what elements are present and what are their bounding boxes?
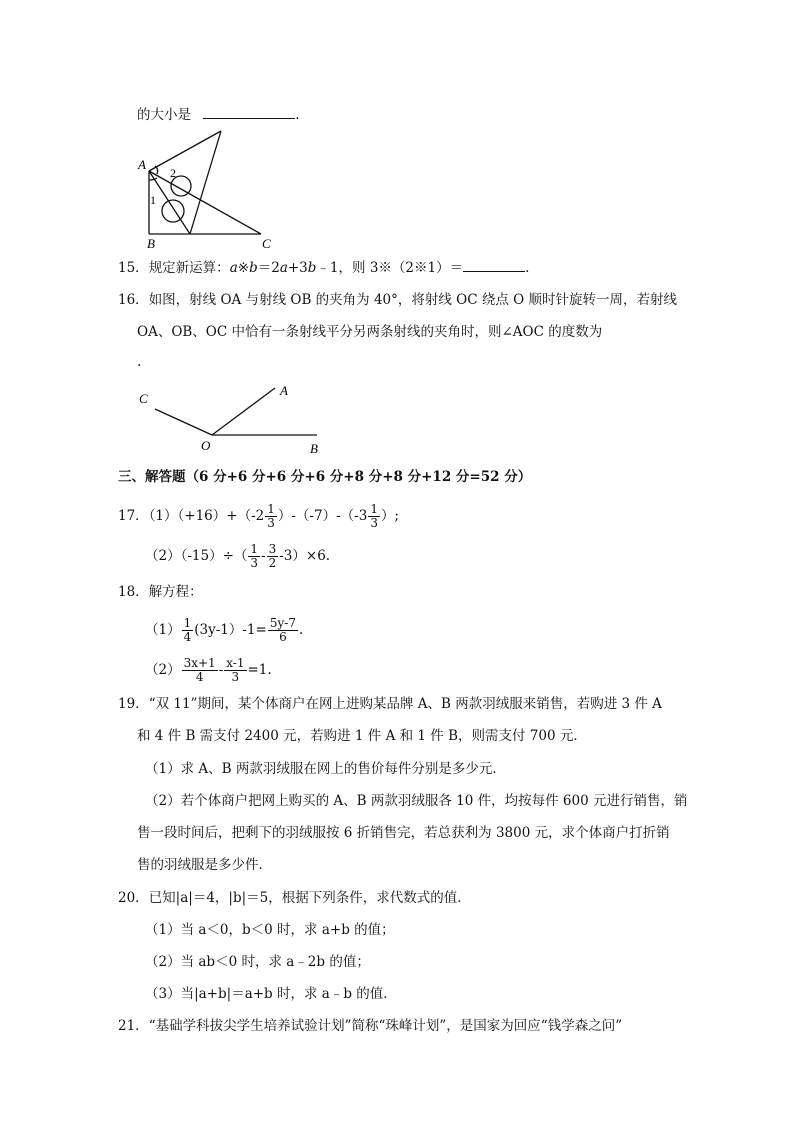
figure-14-triangle	[135, 128, 285, 253]
question-20-line4: （3）当|a+b|＝a+b 时，求 a﹣b 的值．	[145, 986, 397, 1002]
section-3-heading: 三、解答题（6 分+6 分+6 分+6 分+8 分+8 分+12 分=52 分）	[118, 469, 532, 485]
ray-oa	[212, 388, 275, 435]
figure-16-rays	[135, 378, 335, 458]
fraction: $\frac{3x+1}{4}$	[183, 656, 216, 684]
question-20-line2: （1）当 a＜0，b＜0 时，求 a+b 的值；	[145, 922, 395, 938]
answer-blank-15[interactable]	[463, 257, 525, 272]
label-a: A	[138, 157, 146, 172]
label-angle-1: 1	[150, 193, 156, 207]
question-17-part2: （2）（-15）÷（ $\frac{1}{3}$ - $\frac{3}{2}$ -3）×6.	[145, 542, 331, 570]
question-19-line1: 19．“双 11”期间，某个体商户在网上进购某品牌 A、B 两款羽绒服来销售，若购进 3 件 A	[118, 696, 662, 712]
fraction: $\frac{1}{3}$	[267, 502, 275, 530]
fraction: $\frac{3}{2}$	[268, 542, 277, 570]
question-19-line5: 售一段时间后，把剩下的羽绒服按 6 折销售完，若总获利为 3800 元，求个体商户打折销	[137, 825, 670, 841]
label-c: C	[139, 391, 148, 406]
question-18-part1: （1） $\frac{1}{4}$ (3y-1）-1= $\frac{5y-7}{6}$ .	[145, 616, 304, 644]
question-15: 15．规定新运算：a※b＝2a+3b﹣1，则 3※（2※1）＝ .	[118, 257, 529, 278]
segment-top-down	[190, 131, 221, 234]
ray-oc	[155, 409, 212, 435]
fraction: $\frac{x-1}{3}$	[226, 656, 245, 684]
fraction: $\frac{1}{3}$	[370, 502, 378, 530]
label-a: A	[280, 383, 288, 398]
question-20-line1: 20．已知|a|＝4，|b|＝5，根据下列条件，求代数式的值．	[118, 890, 471, 906]
fraction: $\frac{1}{3}$	[250, 542, 259, 570]
question-16-line2: OA、OB、OC 中恰有一条射线平分另两条射线的夹角时，则∠AOC 的度数为	[137, 324, 603, 340]
label-o: O	[201, 438, 211, 453]
question-18-title: 18．解方程：	[118, 584, 203, 600]
label-c: C	[262, 236, 271, 251]
question-19-line3: （1）求 A、B 两款羽绒服在网上的售价每件分别是多少元．	[145, 761, 506, 777]
answer-blank-14[interactable]	[203, 104, 295, 119]
question-17-part1: 17．（1）（+16）+（-2 $\frac{1}{3}$ ）-（-7）-（-3 $\frac{1}{3}$ ）;	[118, 502, 400, 530]
question-20-line3: （2）当 ab＜0 时，求 a﹣2b 的值；	[145, 954, 370, 970]
circle-lower	[162, 200, 184, 222]
label-angle-2: 2	[170, 166, 176, 180]
question-18-part2: （2） $\frac{3x+1}{4}$ - $\frac{x-1}{3}$ =1.	[145, 656, 272, 684]
fraction: $\frac{1}{4}$	[183, 616, 192, 644]
question-19-line2: 和 4 件 B 需支付 2400 元，若购进 1 件 A 和 1 件 B，则需支付 700 元．	[137, 728, 587, 744]
question-21-line1: 21．“基础学科拔尖学生培养试验计划”简称“珠峰计划”，是国家为回应“钱学森之问”	[118, 1018, 623, 1034]
question-19-line4: （2）若个体商户把网上购买的 A、B 两款羽绒服各 10 件，均按每件 600 元进行销售，销	[145, 793, 688, 809]
label-b: B	[310, 441, 318, 456]
q14-continuation: 的大小是 .	[137, 104, 300, 125]
question-16-line1: 16．如图，射线 OA 与射线 OB 的夹角为 40°，将射线 OC 绕点 O 顺时针旋转一周，若射线	[118, 292, 678, 308]
question-16-line3: .	[137, 354, 142, 370]
question-19-line6: 售的羽绒服是多少件．	[137, 857, 272, 873]
fraction: $\frac{5y-7}{6}$	[269, 616, 296, 644]
label-b: B	[147, 236, 155, 251]
